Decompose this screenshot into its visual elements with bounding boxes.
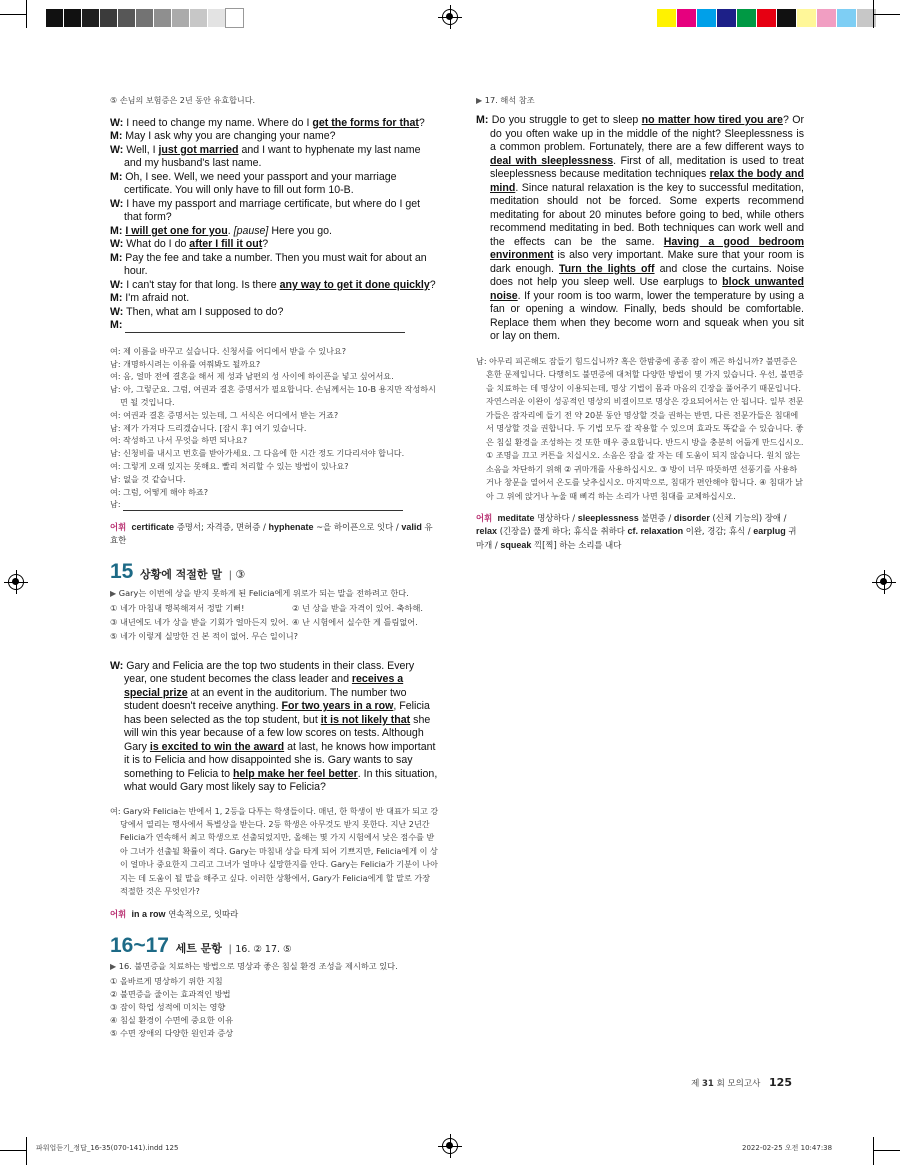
- passage-text: and I want to hyphenate my last name and my husband's last name.: [124, 143, 421, 170]
- dialogue-line: [110, 292, 440, 306]
- section-15-options: [110, 602, 440, 658]
- page-label-post: 회 모의고사: [716, 1079, 761, 1089]
- passage-text: Oh, I see. Well, we need your passport and your marriage certificate. You will only have to fill out form 10-B.: [122, 170, 397, 197]
- vocab-word: sleeplessness: [577, 513, 639, 523]
- passage-text: I can't stay for that long. Is there: [123, 278, 280, 291]
- color-swatch: [136, 9, 153, 27]
- passage-text: is also very important. Make sure that your room is dark enough.: [490, 249, 804, 275]
- speaker-label: M:: [110, 130, 123, 143]
- page-label-pre: 제: [691, 1079, 700, 1089]
- passage-text: at an event in the auditorium. The number two student doesn't receive anything.: [124, 686, 407, 713]
- korean-text: 남: 없을 것 같습니다.: [110, 473, 186, 484]
- registration-mark-icon: [8, 574, 24, 590]
- vocab-label: 어휘: [110, 522, 127, 533]
- vocab-meaning: 이완, 경감; 휴식 /: [683, 526, 754, 537]
- vocab-meaning: 귀마개 /: [476, 526, 797, 550]
- color-swatch: [757, 9, 776, 27]
- answer-choice-5-note: ⑤ 손님의 보험증은 2년 동안 유효합니다.: [110, 95, 256, 105]
- passage-text: .: [227, 224, 234, 237]
- crop-mark: [26, 0, 27, 28]
- color-swatch: [46, 9, 63, 27]
- dialogue-line: [110, 198, 440, 225]
- color-swatch: [697, 9, 716, 27]
- left-column: [110, 94, 440, 1040]
- option-5: ⑤ 네가 이렇게 실망한 건 본 적이 없어. 무슨 일이니?: [110, 630, 298, 641]
- key-phrase: For two years in a row: [281, 700, 394, 713]
- passage-text: I'm afraid not.: [122, 292, 190, 305]
- dialogue-line: [110, 225, 440, 239]
- option-2: ② 넌 상을 받을 자격이 있어. 축하해.: [292, 602, 423, 613]
- dialogue-line: [110, 279, 440, 293]
- key-phrase: block unwanted noise: [490, 276, 804, 302]
- dialogue-line: [110, 144, 440, 171]
- vocab-meaning: 명상하다 /: [534, 513, 578, 523]
- crop-mark: [874, 1150, 900, 1151]
- vocab-label: 어휘: [110, 908, 127, 919]
- passage-text: ?: [262, 238, 269, 251]
- korean-line: [110, 345, 440, 358]
- vocab-15: [110, 908, 440, 921]
- option-2: ② 불면증을 줄이는 효과적인 방법: [110, 989, 231, 999]
- speaker-label: W:: [110, 197, 124, 210]
- section-answer: ③: [235, 568, 246, 582]
- color-swatch: [118, 9, 135, 27]
- vocab-meaning: 연속적으로, 잇따라: [165, 908, 239, 919]
- option-1: ① 올바르게 명상하기 위한 지침: [110, 976, 223, 986]
- color-swatch: [817, 9, 836, 27]
- passage-text: . First of all, meditation is used to treat sleeplessness because meditation techniques: [490, 154, 805, 180]
- key-phrase: it is not likely that: [320, 713, 411, 726]
- korean-line: [110, 370, 440, 383]
- page-number: 125: [769, 1076, 792, 1089]
- key-phrase: Turn the lights off: [558, 262, 655, 275]
- vocab-meaning: 불면증 /: [638, 513, 674, 523]
- crop-mark: [0, 1150, 26, 1151]
- speaker-label: W:: [110, 305, 124, 318]
- key-phrase: Having a good bedroom environment: [490, 235, 804, 261]
- color-swatch: [64, 9, 81, 27]
- passage-text: . If your room is too warm, lower the temperature by using a fan or opening a window. Finally, beds should be comfortable. Replace them when they become worn and squeak when you sit or lay on them.: [490, 289, 804, 342]
- dialogue-line: [110, 306, 440, 320]
- passage-text: Well, I: [123, 143, 159, 156]
- section-16-17-header: [110, 933, 440, 957]
- passage-text: M:: [476, 114, 492, 126]
- triangle-icon: ▶: [110, 962, 117, 971]
- vocab-word: disorder: [673, 513, 710, 523]
- key-phrase: after I fill it out: [189, 238, 263, 251]
- vocab-meaning: 유효한: [110, 522, 433, 546]
- intro-text: 16. 불면증을 치료하는 방법으로 명상과 좋은 침실 환경 조성을 제시하고 있다.: [118, 961, 398, 971]
- section-16-options: [110, 975, 440, 1040]
- vocab-word: meditate: [497, 513, 535, 523]
- passage-text: ?: [429, 278, 436, 291]
- color-swatch: [226, 9, 243, 27]
- korean-text: 여: 작성하고 나서 무엇을 하면 되나요?: [110, 435, 248, 446]
- korean-line: [110, 383, 440, 409]
- dialogue-line: [110, 319, 440, 333]
- korean-text: 남:: [110, 499, 121, 510]
- speaker-label: M:: [110, 251, 123, 264]
- color-swatch: [208, 9, 225, 27]
- korean-line: [110, 460, 440, 473]
- passage-text: What do I do: [123, 238, 190, 251]
- section-title: 상황에 적절한 말: [139, 568, 223, 582]
- answer-blank: [123, 500, 403, 511]
- section-answer: 16. ② 17. ⑤: [235, 943, 292, 955]
- korean-line: [110, 486, 440, 499]
- vocab-17: [476, 512, 804, 552]
- vocab-14: [110, 521, 440, 547]
- section-separator: |: [228, 570, 232, 582]
- color-swatch: [717, 9, 736, 27]
- option-4: ④ 난 시험에서 실수한 게 틀림없어.: [292, 616, 418, 627]
- triangle-icon: ▶: [110, 588, 117, 598]
- vocab-meaning: 끽[찍] 하는 소리를 내다: [531, 539, 622, 550]
- korean-line: [110, 447, 440, 460]
- key-phrase: no matter how tired you are: [641, 114, 783, 126]
- crop-mark: [26, 1137, 27, 1165]
- key-phrase: I will get one for you: [125, 224, 228, 237]
- section-number: 16~17: [110, 933, 169, 957]
- passage-text: I have my passport and marriage certificate, but where do I get that form?: [123, 197, 421, 224]
- korean-text: 여: 제 이름을 바꾸고 싶습니다. 신청서를 어디에서 받을 수 있나요?: [110, 345, 347, 356]
- korean-text: 여: 그렇게 오래 있지는 못해요. 빨리 처리할 수 있는 방법이 있나요?: [110, 460, 349, 471]
- key-phrase: get the forms for that: [312, 116, 419, 129]
- passage-text: Gary and Felicia are the top two students in their class. Every year, one student becomes the class leader and: [124, 659, 415, 686]
- crop-mark: [873, 0, 874, 28]
- page-label: [691, 1076, 792, 1089]
- option-4: ④ 침실 환경이 수면에 중요한 이유: [110, 1015, 234, 1025]
- speaker-label: W:: [110, 116, 124, 129]
- passage-text: Then, what am I supposed to do?: [123, 305, 284, 318]
- exam-number: 31: [702, 1079, 714, 1089]
- speaker-label: M:: [110, 319, 123, 332]
- dialogue-14: [110, 117, 440, 333]
- crop-mark: [0, 14, 26, 15]
- option-1: ① 네가 마침내 행복해져서 정말 기뻐!: [110, 602, 245, 613]
- vocab-word: in a row: [131, 908, 166, 919]
- speaker-label: M:: [110, 170, 123, 183]
- color-swatch: [172, 9, 189, 27]
- section-15-header: [110, 560, 440, 584]
- vocab-word: earplug: [753, 526, 786, 537]
- right-column: [476, 94, 804, 552]
- passage-text: Pay the fee and take a number. Then you must wait for about an hour.: [122, 251, 427, 278]
- key-phrase: relax the body and mind: [490, 168, 804, 194]
- passage-text: Do you struggle to get to sleep: [491, 114, 642, 126]
- passage-text: ?: [418, 116, 425, 129]
- vocab-meaning: 증명서; 자격증, 면허증 /: [174, 522, 269, 533]
- color-swatch: [190, 9, 207, 27]
- registration-mark-icon: [876, 574, 892, 590]
- section-separator: |: [228, 943, 232, 955]
- korean-text: 여: 그럼, 어떻게 해야 하죠?: [110, 486, 209, 497]
- speaker-label: M:: [110, 224, 123, 237]
- vocab-meaning: (긴장을) 풀게 하다; 휴식을 취하다: [497, 526, 628, 537]
- vocab-label: 어휘: [476, 513, 493, 523]
- section-15-passage: [110, 660, 440, 795]
- korean-text: 여: 음, 얼마 전에 결혼을 해서 제 성과 남편의 성 사이에 하이픈을 넣고 싶어서요.: [110, 371, 394, 382]
- passage-text: . Since natural relaxation is the key to successful meditation, meditation should not be forced. Some experts recommend meditating for about 20 minutes before going to bed, while others recommend meditating in bed. Both techniques can work well and the effects can be the same.: [490, 181, 804, 248]
- speaker-label: M:: [110, 292, 123, 305]
- section-17-korean: 남: 아무리 피곤해도 잠들기 힘드십니까? 혹은 한밤중에 종종 잠이 깨곤 하십니까? 불면증은 흔한 문제입니다. 다행히도 불면증에 대처할 다양한 방법이 몇 가지 있습니다. 우선, 불면증을 치료하는 데 명상이 이용되는데, 명상 기법이 몸과 마음의 긴장을 풀어주기 때문입니다. 자연스러운 이완이 성공적인 명상의 비결이므로 명상은 강요되어서는 안 됩니다. 일부 전문가들은 잠자리에 들기 전 약 20분 동안 명상할 것을 권하는 반면, 다른 전문가들은 침대에서 명상할 것을 권합니다. 두 기법 모두 잘 작용할 수 있으며 효과도 똑같을 수 있습니다. 좋은 침실 환경을 조성하는 것 또한 매우 중요합니다. 반드시 방을 충분히 어둡게 만드십시오. ① 조명을 끄고 커튼을 치십시오. 소음은 잠을 잘 자는 데 도움이 되지 않습니다. 원치 않는 소음을 차단하기 위해 ② 귀마개를 사용하십시오. ③ 방이 너무 따뜻하면 선풍기를 사용하거나 창문을 열어서 온도를 낮추십시오. 마지막으로, 침대가 편안해야 합니다. ④ 침대가 낡아 그 위에 앉거나 누울 때 삐걱 하는 소리가 나면 침대를 교체하십시오.: [476, 355, 804, 501]
- korean-line: [110, 422, 440, 435]
- key-phrase: receives a special prize: [124, 673, 404, 699]
- color-swatch: [100, 9, 117, 27]
- korean-text: 남: 제가 가져다 드리겠습니다. [잠시 후] 여기 있습니다.: [110, 422, 307, 433]
- answer-blank: [125, 322, 405, 333]
- korean-line: [110, 498, 440, 511]
- korean-line: [110, 473, 440, 486]
- korean-line: [110, 434, 440, 447]
- speaker-label: W:: [110, 238, 124, 251]
- color-swatch: [677, 9, 696, 27]
- crop-mark: [873, 1137, 874, 1165]
- registration-mark-icon: [442, 1138, 458, 1154]
- color-swatch: [837, 9, 856, 27]
- key-phrase: is excited to win the award: [149, 740, 285, 753]
- passage-text: Here you go.: [268, 224, 332, 237]
- vocab-word: valid: [401, 522, 422, 533]
- korean-text: 여: 여권과 결혼 증명서는 있는데, 그 서식은 어디에서 받는 거죠?: [110, 409, 339, 420]
- korean-text: 남: 개명하시려는 이유를 여쭤봐도 될까요?: [110, 358, 261, 369]
- option-3: ③ 내년에도 네가 상을 받을 기회가 얼마든지 있어.: [110, 616, 289, 627]
- speaker-label: W:: [110, 143, 124, 156]
- crop-mark: [874, 14, 900, 15]
- passage-text: at last, he knows how important it is to Felicia and how disappointed she is. Gary wants to say something to Felicia to: [124, 740, 436, 780]
- key-phrase: help make her feel better: [232, 767, 358, 780]
- key-phrase: any way to get it done quickly: [279, 278, 430, 291]
- section-number: 15: [110, 560, 134, 584]
- korean-text: 남: 신청비를 내시고 번호를 받아가세요. 그 다음에 한 시간 정도 기다리셔야 합니다.: [110, 448, 405, 459]
- file-name: 파워업듣기_정답_16-35(070-141).indd 125: [36, 1144, 179, 1152]
- color-swatch: [82, 9, 99, 27]
- registration-mark-icon: [442, 9, 458, 25]
- color-swatch: [797, 9, 816, 27]
- dialogue-line: [110, 117, 440, 131]
- color-swatch: [657, 9, 676, 27]
- triangle-icon: ▶: [476, 96, 483, 105]
- vocab-word: cf. relaxation: [627, 526, 684, 537]
- dialogue-14-korean: [110, 345, 440, 511]
- color-swatch: [777, 9, 796, 27]
- vocab-word: certificate: [131, 522, 175, 533]
- vocab-word: hyphenate: [268, 522, 314, 533]
- passage-text: she will win this year because of a few low scores on tests. Although Gary: [124, 713, 431, 753]
- print-date: 2022-02-25 오전 10:47:38: [742, 1144, 833, 1152]
- section-17-passage: [476, 114, 804, 344]
- color-swatch: [154, 9, 171, 27]
- option-5: ⑤ 수면 장애의 다양한 원인과 증상: [110, 1028, 234, 1038]
- intro-text: Gary는 이번에 상을 받지 못하게 된 Felicia에게 위로가 되는 말을 전하려고 한다.: [118, 587, 409, 598]
- option-3: ③ 잠이 학업 성적에 미치는 영향: [110, 1002, 226, 1012]
- passage-text: and close the curtains. Noise does not help you sleep well. Use earplugs to: [490, 262, 804, 288]
- passage-text: . In this situation, what would Gary most likely say to Felicia?: [124, 767, 438, 794]
- key-phrase: deal with sleeplessness: [490, 154, 614, 167]
- dialogue-line: [110, 130, 440, 144]
- dialogue-line: [110, 238, 440, 252]
- passage-text: [pause]: [233, 224, 269, 237]
- section-16-intro: [110, 960, 440, 973]
- section-title: 세트 문항: [175, 941, 222, 955]
- section-17-intro: [476, 94, 804, 107]
- vocab-word: squeak: [500, 539, 532, 550]
- passage-text: W:: [110, 659, 127, 672]
- dialogue-line: [110, 171, 440, 198]
- korean-line: [110, 358, 440, 371]
- speaker-label: W:: [110, 278, 124, 291]
- vocab-meaning: ~을 하이픈으로 잇다 /: [313, 522, 402, 533]
- korean-text: 남: 아, 그렇군요. 그럼, 여권과 결혼 증명서가 필요합니다. 손님께서는 10-B 용지만 작성하시면 될 것입니다.: [110, 384, 436, 407]
- vocab-word: relax: [476, 526, 498, 537]
- passage-text: May I ask why you are changing your name?: [122, 130, 336, 143]
- section-15-korean: 여: Gary와 Felicia는 반에서 1, 2등을 다투는 학생들이다. 매년, 한 학생이 반 대표가 되고 강당에서 열리는 행사에서 특별상을 받는다. 2등 학생은 아무것도 받지 못한다. 지난 2년간 Felicia가 연속해서 최고 학생으로 선출되었지만, 올해는 몇 가지 시험에서 낮은 점수를 받아 그녀가 선출될 확률이 적다. Gary는 마침내 상을 타게 되어 기쁘지만, Felicia에게 이 상이 얼마나 중요한지 그리고 그녀가 얼마나 실망한지를 안다. Gary는 Felicia가 기분이 나아지는 데 도움이 될 말을 해주고 싶다. 이러한 상황에서, Gary가 Felicia에게 할 말로 가장 적절한 것은 무엇인가?: [110, 805, 439, 897]
- passage-text: ? Or do you often wake up in the middle of the night? Sleeplessness is a common problem. Fortunately, there are a few different ways to: [490, 114, 805, 153]
- section-15-intro: [110, 587, 440, 600]
- color-swatch: [737, 9, 756, 27]
- korean-line: [110, 409, 440, 422]
- passage-text: I need to change my name. Where do I: [123, 116, 313, 129]
- intro-text: 17. 해석 참조: [484, 95, 535, 105]
- passage-text: , Felicia has been selected as the top student, but: [124, 700, 430, 726]
- key-phrase: just got married: [158, 143, 239, 156]
- vocab-meaning: (신체 기능의) 장애 /: [709, 513, 787, 523]
- dialogue-line: [110, 252, 440, 279]
